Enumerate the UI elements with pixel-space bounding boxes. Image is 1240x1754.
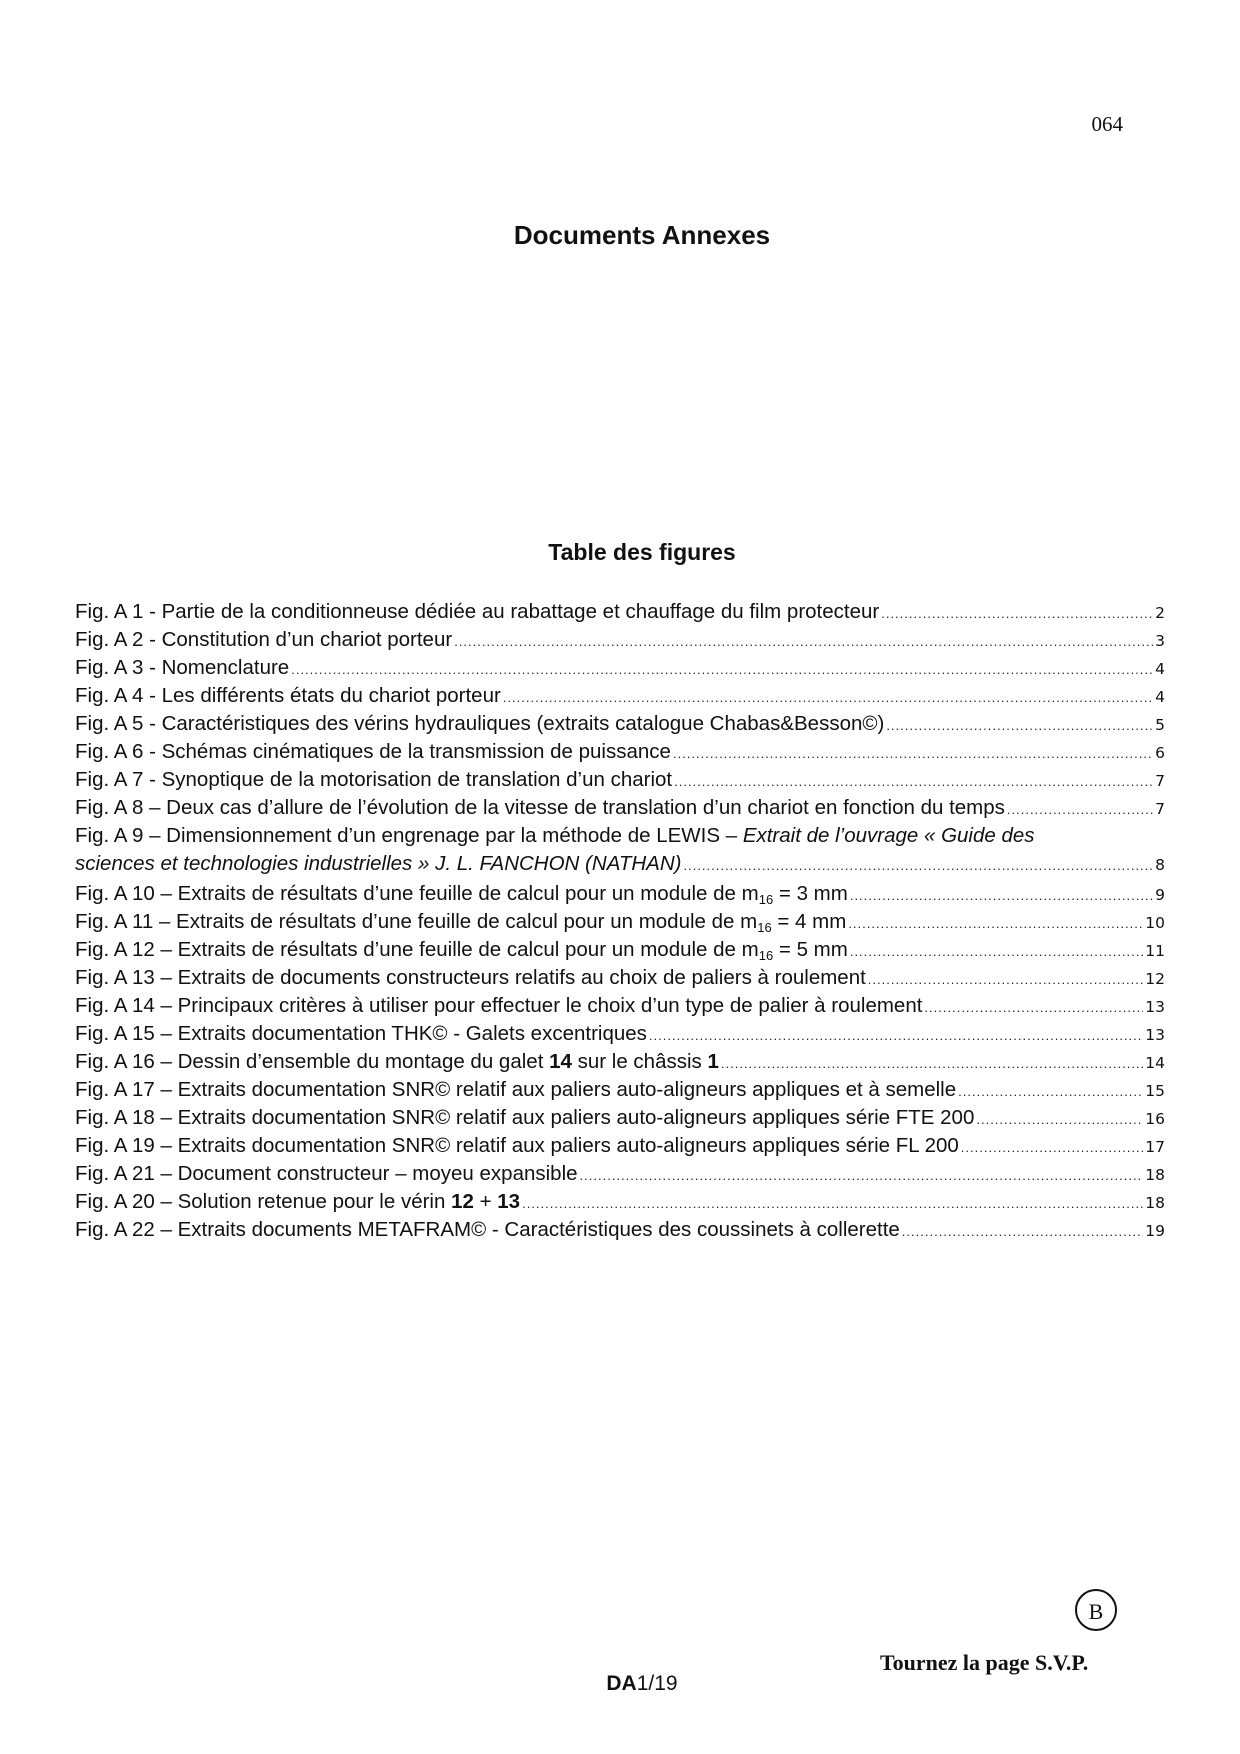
entry-label: Fig. A 11 – Extraits de résultats d’une feuille de calcul pour un module de $m_{16} = 4$ mm xyxy=(75,910,847,935)
entry-page: 18 xyxy=(1145,1194,1165,1212)
toc-entry[interactable] xyxy=(75,1020,1165,1048)
entry-label: Fig. A 8 – Deux cas d’allure de l’évolution de la vitesse de translation d’un chariot en fonction du temps xyxy=(75,796,1005,819)
toc-entry[interactable] xyxy=(75,710,1165,738)
entry-label: Fig. A 19 – Extraits documentation SNR© relatif aux paliers auto-aligneurs appliques série FL 200 xyxy=(75,1134,959,1157)
entry-label: Fig. A 2 - Constitution d’un chariot porteur xyxy=(75,628,453,651)
toc-entry[interactable] xyxy=(75,964,1165,992)
entry-label: Fig. A 13 – Extraits de documents constructeurs relatifs au choix de paliers à roulement xyxy=(75,966,866,989)
document-code: DA1/19 xyxy=(606,1672,678,1695)
entry-label: Fig. A 16 – Dessin d’ensemble du montage du galet 14 sur le châssis 1 xyxy=(75,1050,719,1073)
entry-page: 8 xyxy=(1155,856,1165,874)
toc-entry[interactable] xyxy=(75,992,1165,1020)
entry-label: Fig. A 17 – Extraits documentation SNR© relatif aux paliers auto-aligneurs appliques et à semelle xyxy=(75,1078,957,1101)
toc-entry[interactable] xyxy=(75,598,1165,626)
entry-label: Fig. A 6 - Schémas cinématiques de la transmission de puissance xyxy=(75,740,671,763)
toc-entry[interactable] xyxy=(75,738,1165,766)
entry-label: Fig. A 5 - Caractéristiques des vérins hydrauliques (extraits catalogue Chabas&Besson©) xyxy=(75,712,885,735)
entry-label: Fig. A 14 – Principaux critères à utiliser pour effectuer le choix d’un type de palier à roulement xyxy=(75,994,923,1017)
entry-label: Fig. A 18 – Extraits documentation SNR© relatif aux paliers auto-aligneurs appliques série FTE 200 xyxy=(75,1106,975,1129)
entry-label: Fig. A 7 - Synoptique de la motorisation de translation d’un chariot xyxy=(75,768,673,791)
entry-page: 19 xyxy=(1145,1222,1165,1240)
entry-page: 16 xyxy=(1145,1110,1165,1128)
toc-entry[interactable] xyxy=(75,1160,1165,1188)
entry-page: 18 xyxy=(1145,1166,1165,1184)
toc-entry[interactable] xyxy=(75,682,1165,710)
toc-entry[interactable] xyxy=(75,908,1165,936)
entry-label-line2: sciences et technologies industrielles » J. L. FANCHON (NATHAN) xyxy=(75,852,682,875)
toc-entry[interactable] xyxy=(75,822,1165,880)
toc-entry[interactable] xyxy=(75,626,1165,654)
entry-label: Fig. A 15 – Extraits documentation THK© - Galets excentriques xyxy=(75,1022,647,1045)
entry-page: 13 xyxy=(1145,1026,1165,1044)
entry-page: 15 xyxy=(1145,1082,1165,1100)
entry-label: Fig. A 10 – Extraits de résultats d’une feuille de calcul pour un module de $m_{16} = 3$ mm xyxy=(75,882,848,907)
version-badge: B xyxy=(1075,1589,1117,1631)
toc-entry[interactable] xyxy=(75,1048,1165,1076)
toc-entry[interactable] xyxy=(75,1188,1165,1216)
entry-page: 14 xyxy=(1145,1054,1165,1072)
entry-page: 5 xyxy=(1155,716,1165,734)
entry-page: 6 xyxy=(1155,744,1165,762)
entry-label: Fig. A 4 - Les différents états du chariot porteur xyxy=(75,684,501,707)
entry-label: Fig. A 20 – Solution retenue pour le vérin 12 + 13 xyxy=(75,1190,521,1213)
entry-label: Fig. A 12 – Extraits de résultats d’une feuille de calcul pour un module de $m_{16} = 5$ mm xyxy=(75,938,848,963)
toc-entry[interactable] xyxy=(75,654,1165,682)
toc-entry[interactable] xyxy=(75,1132,1165,1160)
toc-entry[interactable] xyxy=(75,1104,1165,1132)
toc-entry[interactable] xyxy=(75,936,1165,964)
entry-page: 13 xyxy=(1145,998,1165,1016)
toc-entry[interactable] xyxy=(75,1076,1165,1104)
toc-entry[interactable] xyxy=(75,880,1165,908)
entry-page: 4 xyxy=(1155,688,1165,706)
turn-page-note: Tournez la page S.V.P. xyxy=(880,1650,1089,1675)
entry-page: 2 xyxy=(1155,604,1165,622)
entry-label: Fig. A 3 - Nomenclature xyxy=(75,656,290,679)
entry-label: Fig. A 22 – Extraits documents METAFRAM© - Caractéristiques des coussinets à collerette xyxy=(75,1218,900,1241)
toc-title: Table des figures xyxy=(548,539,736,565)
entry-page: 12 xyxy=(1145,970,1165,988)
toc-entry[interactable] xyxy=(75,766,1165,794)
entry-page: 7 xyxy=(1155,800,1165,818)
entry-page: 4 xyxy=(1155,660,1165,678)
toc-entry[interactable] xyxy=(75,794,1165,822)
entry-label: Fig. A 1 - Partie de la conditionneuse dédiée au rabattage et chauffage du film protecteur xyxy=(75,600,880,623)
entry-page: 10 xyxy=(1145,914,1165,932)
page-number: 064 xyxy=(1091,112,1123,136)
entry-page: 9 xyxy=(1155,886,1165,904)
document-title: Documents Annexes xyxy=(513,220,771,250)
entry-label: Fig. A 21 – Document constructeur – moyeu expansible xyxy=(75,1162,578,1185)
toc-entry[interactable] xyxy=(75,1216,1165,1244)
entry-page: 3 xyxy=(1155,632,1165,650)
entry-label-line1: Fig. A 9 – Dimensionnement d’un engrenage par la méthode de LEWIS – Extrait de l’ouvrage « Guide des xyxy=(75,824,1035,847)
entry-page: 17 xyxy=(1145,1138,1165,1156)
entry-page: 11 xyxy=(1145,942,1165,960)
entry-page: 7 xyxy=(1155,772,1165,790)
table-of-figures xyxy=(75,598,1165,1244)
